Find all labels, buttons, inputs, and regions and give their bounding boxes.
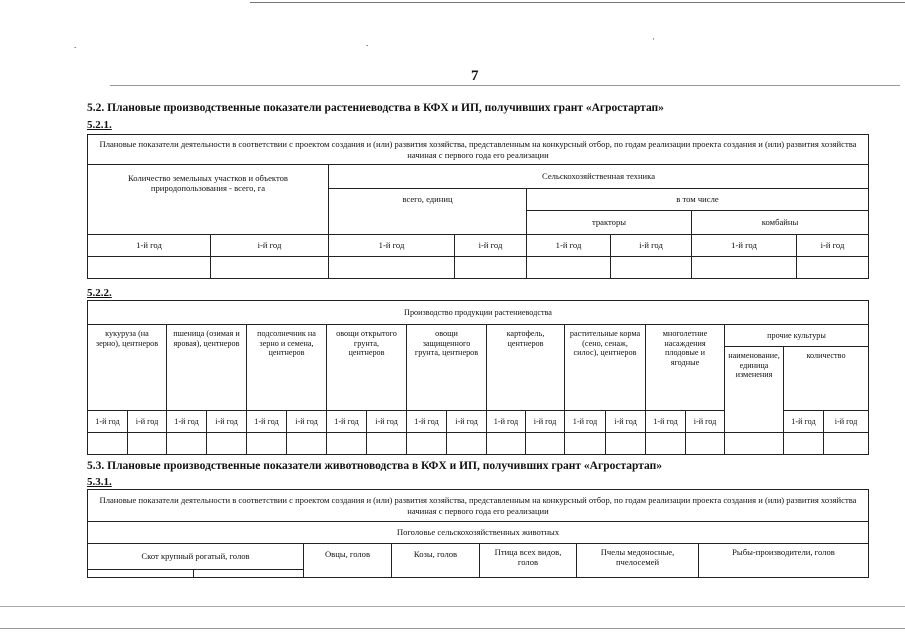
scan-speck: .: [366, 38, 369, 48]
crop-column-header: кукуруза (на зерно), центнеров: [88, 325, 167, 411]
livestock-column-header: Пчелы медоносные, пчелосемей: [577, 544, 699, 578]
tractors-header: тракторы: [527, 211, 692, 235]
crop-column-header: растительные корма (сено, сенаж, силос), центнеров: [565, 325, 646, 411]
year-header: 1-й год: [88, 235, 211, 257]
livestock-column-header: Птица всех видов, голов: [480, 544, 577, 578]
quantity-header: количество: [784, 347, 869, 411]
empty-cell: [565, 433, 606, 455]
table-title: Плановые показатели деятельности в соответствии с проектом создания и (или) развития хозяйства, представленным на конкурсный отбор, по годам реализации проекта создания и (или) развития хозяйства начиная с первого года его реализации: [88, 135, 869, 165]
year-header: 1-й год: [329, 235, 455, 257]
crop-column-header: картофель, центнеров: [487, 325, 565, 411]
crop-column-header: многолетние насаждения плодовые и ягодные: [646, 325, 725, 411]
total-units-header: всего, единиц: [329, 189, 527, 235]
crop-production-table: [87, 300, 869, 455]
empty-cell: [784, 433, 824, 455]
year-header: 1-й год: [247, 411, 287, 433]
livestock-column-header: Скот крупный рогатый, голов: [88, 544, 304, 570]
empty-cell: [194, 570, 304, 578]
other-crops-header: прочие культуры: [725, 325, 869, 347]
empty-cell: [487, 433, 526, 455]
year-header: i-й год: [367, 411, 407, 433]
empty-cell: [407, 433, 447, 455]
subsection-5-2-2: 5.2.2.: [87, 287, 112, 299]
year-header: i-й год: [211, 235, 329, 257]
empty-cell: [88, 257, 211, 279]
year-header: 1-й год: [565, 411, 606, 433]
empty-cell: [367, 433, 407, 455]
crop-machinery-table: [87, 134, 869, 279]
scan-edge-line: [250, 2, 905, 3]
empty-cell: [211, 257, 329, 279]
empty-cell: [824, 433, 869, 455]
empty-cell: [88, 433, 128, 455]
empty-cell: [526, 433, 565, 455]
livestock-column-header: Козы, голов: [392, 544, 480, 578]
machinery-header: Сельскохозяйственная техника: [329, 165, 869, 189]
year-header: 1-й год: [407, 411, 447, 433]
empty-cell: [606, 433, 646, 455]
empty-cell: [797, 257, 869, 279]
subsection-5-3-1: 5.3.1.: [87, 476, 112, 488]
crop-column-header: подсолнечник на зерно и семена, центнеров: [247, 325, 327, 411]
year-header: 1-й год: [527, 235, 611, 257]
year-header: i-й год: [128, 411, 167, 433]
page-number: 7: [471, 68, 479, 84]
empty-cell: [247, 433, 287, 455]
table-title: Плановые показатели деятельности в соответствии с проектом создания и (или) развития хозяйства, представленным на конкурсный отбор, по годам реализации проекта создания и (или) развития хозяйства начиная с первого года его реализации: [88, 490, 869, 522]
combines-header: комбайны: [692, 211, 869, 235]
empty-cell: [167, 433, 207, 455]
section-5-3-heading: 5.3. Плановые производственные показатели животноводства в КФХ и ИП, получивших грант «Агростартап»: [87, 460, 663, 472]
empty-cell: [287, 433, 327, 455]
table-title: Производство продукции растениеводства: [88, 301, 869, 325]
empty-cell: [447, 433, 487, 455]
year-header: i-й год: [455, 235, 527, 257]
year-header: i-й год: [606, 411, 646, 433]
year-header: 1-й год: [646, 411, 686, 433]
empty-cell: [128, 433, 167, 455]
scan-edge-line: [110, 85, 900, 86]
livestock-header: Поголовье сельскохозяйственных животных: [88, 522, 869, 544]
year-header: i-й год: [526, 411, 565, 433]
livestock-column-header: Овцы, голов: [304, 544, 392, 578]
empty-cell: [88, 570, 194, 578]
year-header: i-й год: [824, 411, 869, 433]
empty-cell: [527, 257, 611, 279]
livestock-column-header: Рыбы-производители, голов: [699, 544, 869, 578]
year-header: i-й год: [686, 411, 725, 433]
year-header: i-й год: [447, 411, 487, 433]
scan-speck: ·: [652, 34, 655, 44]
empty-cell: [207, 433, 247, 455]
empty-cell: [455, 257, 527, 279]
empty-cell: [686, 433, 725, 455]
year-header: i-й год: [797, 235, 869, 257]
empty-cell: [327, 433, 367, 455]
year-header: 1-й год: [487, 411, 526, 433]
crop-column-header: овощи защищенного грунта, центнеров: [407, 325, 487, 411]
livestock-table: [87, 489, 869, 578]
year-header: 1-й год: [167, 411, 207, 433]
year-header: 1-й год: [692, 235, 797, 257]
year-header: i-й год: [611, 235, 692, 257]
land-plots-header: Количество земельных участков и объектов природопользования - всего, га: [88, 165, 329, 235]
empty-cell: [611, 257, 692, 279]
year-header: i-й год: [287, 411, 327, 433]
empty-cell: [329, 257, 455, 279]
scan-speck: .: [74, 40, 77, 50]
year-header: 1-й год: [88, 411, 128, 433]
scan-edge-line: [0, 628, 905, 629]
crop-column-header: пшеница (озимая и яровая), центнеров: [167, 325, 247, 411]
section-5-2-heading: 5.2. Плановые производственные показатели растениеводства в КФХ и ИП, получивших грант «Агростартап»: [87, 102, 664, 114]
including-header: в том числе: [527, 189, 869, 211]
year-header: 1-й год: [784, 411, 824, 433]
scan-edge-line: [0, 606, 905, 607]
year-header: i-й год: [207, 411, 247, 433]
empty-cell: [725, 433, 784, 455]
empty-cell: [692, 257, 797, 279]
name-unit-header: наименование, единица изменения: [725, 347, 784, 433]
crop-column-header: овощи открытого грунта, центнеров: [327, 325, 407, 411]
subsection-5-2-1: 5.2.1.: [87, 119, 112, 131]
year-header: 1-й год: [327, 411, 367, 433]
empty-cell: [646, 433, 686, 455]
